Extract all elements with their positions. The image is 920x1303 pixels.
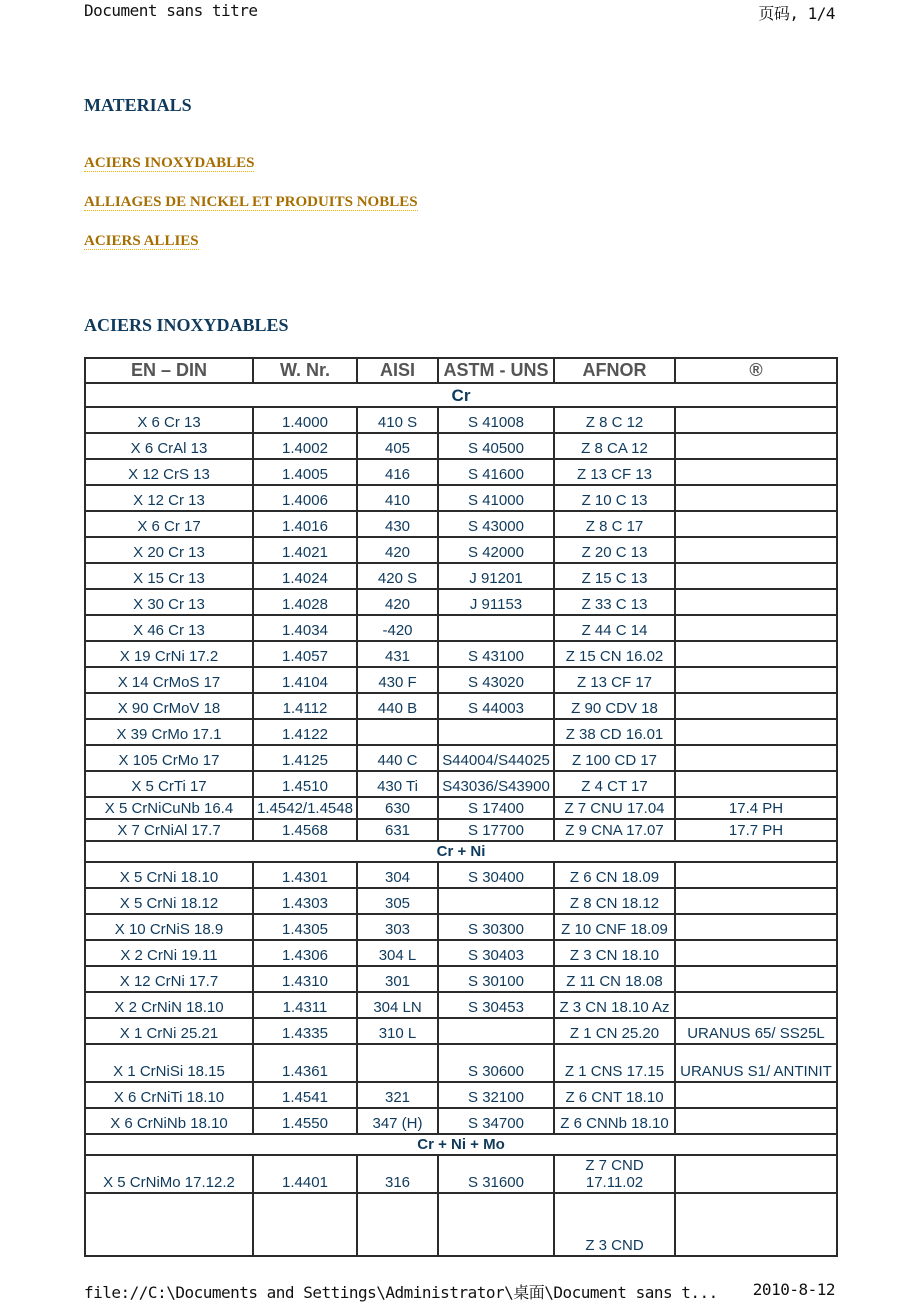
- group-header: Cr: [85, 383, 837, 407]
- cell-aisi: 410 S: [357, 407, 438, 433]
- cell-trade-name: [675, 1155, 837, 1193]
- cell-afnor: Z 11 CN 18.08: [554, 966, 675, 992]
- cell-w-nr: 1.4305: [253, 914, 357, 940]
- cell-aisi: 431: [357, 641, 438, 667]
- table-row: [85, 563, 837, 589]
- cell-en-din: [85, 1193, 253, 1256]
- group-header: Cr + Ni + Mo: [85, 1134, 837, 1155]
- cell-astm-uns: S 41600: [438, 459, 554, 485]
- cell-aisi: 430 F: [357, 667, 438, 693]
- cell-afnor: Z 13 CF 13: [554, 459, 675, 485]
- cell-aisi: 420: [357, 589, 438, 615]
- cell-w-nr: 1.4000: [253, 407, 357, 433]
- cell-trade-name: [675, 485, 837, 511]
- cell-afnor: Z 3 CN 18.10 Az: [554, 992, 675, 1018]
- cell-astm-uns: [438, 1018, 554, 1044]
- table-row: [85, 1193, 837, 1256]
- cell-trade-name: [675, 914, 837, 940]
- cell-afnor: Z 7 CNU 17.04: [554, 797, 675, 819]
- table-row: [85, 511, 837, 537]
- cell-en-din: X 14 CrMoS 17: [85, 667, 253, 693]
- cell-trade-name: [675, 1193, 837, 1256]
- cell-w-nr: 1.4361: [253, 1044, 357, 1082]
- cell-astm-uns: [438, 615, 554, 641]
- cell-afnor: Z 10 C 13: [554, 485, 675, 511]
- cell-trade-name: [675, 433, 837, 459]
- print-footer-path: file://C:\Documents and Settings\Administrator\桌面\Document sans t...: [84, 1283, 718, 1302]
- cell-afnor: Z 8 CN 18.12: [554, 888, 675, 914]
- cell-aisi: 420 S: [357, 563, 438, 589]
- cell-afnor: Z 3 CN 18.10: [554, 940, 675, 966]
- cell-trade-name: [675, 641, 837, 667]
- table-row: [85, 407, 837, 433]
- cell-en-din: X 12 Cr 13: [85, 485, 253, 511]
- cell-afnor: Z 10 CNF 18.09: [554, 914, 675, 940]
- toc-link-aciers-inoxydables[interactable]: ACIERS INOXYDABLES: [84, 155, 255, 171]
- cell-trade-name: [675, 1108, 837, 1134]
- cell-aisi: 410: [357, 485, 438, 511]
- group-header-row: [85, 1134, 837, 1155]
- cell-en-din: X 5 CrNi 18.12: [85, 888, 253, 914]
- table-row: [85, 485, 837, 511]
- cell-en-din: X 1 CrNiSi 18.15: [85, 1044, 253, 1082]
- cell-astm-uns: S 40500: [438, 433, 554, 459]
- cell-en-din: X 12 CrS 13: [85, 459, 253, 485]
- table-row: [85, 1155, 837, 1193]
- table-row: [85, 459, 837, 485]
- table-row: [85, 1018, 837, 1044]
- table-row: [85, 433, 837, 459]
- cell-astm-uns: [438, 888, 554, 914]
- table-row: [85, 693, 837, 719]
- cell-en-din: X 7 CrNiAl 17.7: [85, 819, 253, 841]
- cell-en-din: X 6 Cr 17: [85, 511, 253, 537]
- cell-en-din: X 19 CrNi 17.2: [85, 641, 253, 667]
- cell-trade-name: 17.4 PH: [675, 797, 837, 819]
- materials-table-container: [84, 357, 836, 1254]
- table-row: [85, 745, 837, 771]
- cell-w-nr: 1.4125: [253, 745, 357, 771]
- cell-trade-name: [675, 667, 837, 693]
- cell-w-nr: 1.4568: [253, 819, 357, 841]
- table-header-row: [85, 358, 837, 383]
- cell-w-nr: 1.4303: [253, 888, 357, 914]
- print-header-title: Document sans titre: [84, 1, 258, 20]
- cell-en-din: X 5 CrNi 18.10: [85, 862, 253, 888]
- toc-link-alliages-de-nickel[interactable]: ALLIAGES DE NICKEL ET PRODUITS NOBLES: [84, 194, 418, 210]
- cell-aisi: 420: [357, 537, 438, 563]
- cell-w-nr: 1.4550: [253, 1108, 357, 1134]
- cell-aisi: 440 C: [357, 745, 438, 771]
- cell-en-din: X 5 CrNiCuNb 16.4: [85, 797, 253, 819]
- cell-trade-name: [675, 966, 837, 992]
- column-header-afnor: AFNOR: [554, 358, 675, 383]
- cell-afnor: Z 1 CNS 17.15: [554, 1044, 675, 1082]
- cell-w-nr: 1.4542/1.4548: [253, 797, 357, 819]
- toc-link-aciers-allies[interactable]: ACIERS ALLIES: [84, 233, 199, 249]
- cell-astm-uns: [438, 1193, 554, 1256]
- cell-trade-name: URANUS S1/ ANTINIT: [675, 1044, 837, 1082]
- cell-afnor: Z 44 C 14: [554, 615, 675, 641]
- cell-aisi: -420: [357, 615, 438, 641]
- cell-astm-uns: S43036/S43900: [438, 771, 554, 797]
- print-footer-date: 2010-8-12: [752, 1280, 835, 1299]
- cell-aisi: [357, 1044, 438, 1082]
- cell-w-nr: 1.4028: [253, 589, 357, 615]
- cell-afnor: Z 9 CNA 17.07: [554, 819, 675, 841]
- cell-aisi: 301: [357, 966, 438, 992]
- cell-aisi: [357, 1193, 438, 1256]
- table-row: [85, 1108, 837, 1134]
- cell-aisi: 347 (H): [357, 1108, 438, 1134]
- cell-afnor: Z 15 CN 16.02: [554, 641, 675, 667]
- cell-astm-uns: S 32100: [438, 1082, 554, 1108]
- cell-aisi: [357, 719, 438, 745]
- cell-w-nr: 1.4057: [253, 641, 357, 667]
- column-header-w-nr: W. Nr.: [253, 358, 357, 383]
- cell-astm-uns: [438, 719, 554, 745]
- cell-aisi: 440 B: [357, 693, 438, 719]
- cell-en-din: X 6 CrNiNb 18.10: [85, 1108, 253, 1134]
- cell-astm-uns: S 41000: [438, 485, 554, 511]
- cell-en-din: X 5 CrTi 17: [85, 771, 253, 797]
- page-title: MATERIALS: [84, 95, 192, 115]
- cell-aisi: 304 L: [357, 940, 438, 966]
- table-row: [85, 667, 837, 693]
- cell-astm-uns: S 44003: [438, 693, 554, 719]
- cell-w-nr: 1.4104: [253, 667, 357, 693]
- table-row: [85, 819, 837, 841]
- cell-w-nr: 1.4310: [253, 966, 357, 992]
- cell-afnor: Z 6 CNNb 18.10: [554, 1108, 675, 1134]
- cell-aisi: 304 LN: [357, 992, 438, 1018]
- cell-aisi: 631: [357, 819, 438, 841]
- group-header: Cr + Ni: [85, 841, 837, 862]
- cell-en-din: X 15 Cr 13: [85, 563, 253, 589]
- cell-w-nr: 1.4005: [253, 459, 357, 485]
- cell-en-din: X 2 CrNiN 18.10: [85, 992, 253, 1018]
- cell-afnor: Z 90 CDV 18: [554, 693, 675, 719]
- table-row: [85, 914, 837, 940]
- cell-afnor: Z 13 CF 17: [554, 667, 675, 693]
- cell-en-din: X 2 CrNi 19.11: [85, 940, 253, 966]
- cell-aisi: 630: [357, 797, 438, 819]
- cell-w-nr: 1.4034: [253, 615, 357, 641]
- cell-trade-name: [675, 693, 837, 719]
- cell-afnor: Z 8 CA 12: [554, 433, 675, 459]
- cell-trade-name: [675, 771, 837, 797]
- cell-w-nr: 1.4016: [253, 511, 357, 537]
- cell-afnor: Z 7 CND 17.11.02: [554, 1155, 675, 1193]
- cell-aisi: 304: [357, 862, 438, 888]
- cell-trade-name: [675, 719, 837, 745]
- table-row: [85, 940, 837, 966]
- cell-en-din: X 46 Cr 13: [85, 615, 253, 641]
- cell-aisi: 405: [357, 433, 438, 459]
- column-header-registered: ®: [675, 358, 837, 383]
- cell-w-nr: 1.4024: [253, 563, 357, 589]
- cell-en-din: X 39 CrMo 17.1: [85, 719, 253, 745]
- cell-astm-uns: S 17700: [438, 819, 554, 841]
- cell-astm-uns: S 42000: [438, 537, 554, 563]
- cell-en-din: X 12 CrNi 17.7: [85, 966, 253, 992]
- section-title: ACIERS INOXYDABLES: [84, 315, 289, 335]
- cell-w-nr: 1.4021: [253, 537, 357, 563]
- cell-astm-uns: S 30403: [438, 940, 554, 966]
- table-row: [85, 966, 837, 992]
- cell-astm-uns: S 41008: [438, 407, 554, 433]
- cell-w-nr: 1.4122: [253, 719, 357, 745]
- cell-en-din: X 20 Cr 13: [85, 537, 253, 563]
- table-row: [85, 797, 837, 819]
- cell-astm-uns: S 31600: [438, 1155, 554, 1193]
- cell-afnor: Z 20 C 13: [554, 537, 675, 563]
- cell-aisi: 316: [357, 1155, 438, 1193]
- table-row: [85, 1082, 837, 1108]
- table-row: [85, 589, 837, 615]
- materials-table: [84, 357, 838, 1257]
- table-row: [85, 537, 837, 563]
- cell-afnor: Z 6 CN 18.09: [554, 862, 675, 888]
- cell-aisi: 305: [357, 888, 438, 914]
- cell-en-din: X 30 Cr 13: [85, 589, 253, 615]
- cell-afnor: Z 8 C 17: [554, 511, 675, 537]
- cell-trade-name: [675, 511, 837, 537]
- cell-astm-uns: S 30400: [438, 862, 554, 888]
- cell-trade-name: URANUS 65/ SS25L: [675, 1018, 837, 1044]
- table-row: [85, 1044, 837, 1082]
- cell-trade-name: [675, 615, 837, 641]
- cell-astm-uns: S 43000: [438, 511, 554, 537]
- cell-w-nr: 1.4002: [253, 433, 357, 459]
- cell-afnor: Z 6 CNT 18.10: [554, 1082, 675, 1108]
- cell-en-din: X 90 CrMoV 18: [85, 693, 253, 719]
- cell-trade-name: [675, 459, 837, 485]
- cell-aisi: 430 Ti: [357, 771, 438, 797]
- cell-afnor: Z 38 CD 16.01: [554, 719, 675, 745]
- cell-w-nr: 1.4541: [253, 1082, 357, 1108]
- cell-en-din: X 5 CrNiMo 17.12.2: [85, 1155, 253, 1193]
- cell-trade-name: 17.7 PH: [675, 819, 837, 841]
- cell-w-nr: [253, 1193, 357, 1256]
- table-row: [85, 719, 837, 745]
- cell-afnor: Z 100 CD 17: [554, 745, 675, 771]
- cell-en-din: X 6 CrNiTi 18.10: [85, 1082, 253, 1108]
- cell-afnor: Z 4 CT 17: [554, 771, 675, 797]
- cell-en-din: X 10 CrNiS 18.9: [85, 914, 253, 940]
- column-header-astm-uns: ASTM - UNS: [438, 358, 554, 383]
- cell-trade-name: [675, 563, 837, 589]
- column-header-en-din: EN – DIN: [85, 358, 253, 383]
- cell-w-nr: 1.4335: [253, 1018, 357, 1044]
- cell-astm-uns: S 34700: [438, 1108, 554, 1134]
- print-header-page: 页码, 1/4: [758, 4, 835, 23]
- cell-astm-uns: S 43020: [438, 667, 554, 693]
- cell-w-nr: 1.4401: [253, 1155, 357, 1193]
- cell-trade-name: [675, 407, 837, 433]
- cell-trade-name: [675, 862, 837, 888]
- cell-trade-name: [675, 537, 837, 563]
- cell-trade-name: [675, 992, 837, 1018]
- column-header-aisi: AISI: [357, 358, 438, 383]
- cell-trade-name: [675, 589, 837, 615]
- cell-en-din: X 6 CrAl 13: [85, 433, 253, 459]
- cell-afnor: Z 8 C 12: [554, 407, 675, 433]
- cell-trade-name: [675, 1082, 837, 1108]
- cell-astm-uns: S 30300: [438, 914, 554, 940]
- group-header-row: [85, 841, 837, 862]
- cell-astm-uns: S 30600: [438, 1044, 554, 1082]
- cell-afnor: Z 3 CND: [554, 1193, 675, 1256]
- cell-astm-uns: J 91201: [438, 563, 554, 589]
- cell-aisi: 321: [357, 1082, 438, 1108]
- group-header-row: [85, 383, 837, 407]
- cell-aisi: 416: [357, 459, 438, 485]
- cell-trade-name: [675, 888, 837, 914]
- cell-w-nr: 1.4306: [253, 940, 357, 966]
- cell-astm-uns: S44004/S44025: [438, 745, 554, 771]
- cell-en-din: X 105 CrMo 17: [85, 745, 253, 771]
- cell-afnor: Z 1 CN 25.20: [554, 1018, 675, 1044]
- table-row: [85, 888, 837, 914]
- cell-astm-uns: J 91153: [438, 589, 554, 615]
- cell-astm-uns: S 43100: [438, 641, 554, 667]
- cell-trade-name: [675, 745, 837, 771]
- cell-w-nr: 1.4301: [253, 862, 357, 888]
- table-row: [85, 992, 837, 1018]
- cell-astm-uns: S 30100: [438, 966, 554, 992]
- cell-en-din: X 6 Cr 13: [85, 407, 253, 433]
- cell-astm-uns: S 30453: [438, 992, 554, 1018]
- cell-w-nr: 1.4112: [253, 693, 357, 719]
- cell-astm-uns: S 17400: [438, 797, 554, 819]
- table-row: [85, 641, 837, 667]
- cell-afnor: Z 15 C 13: [554, 563, 675, 589]
- cell-aisi: 430: [357, 511, 438, 537]
- table-row: [85, 615, 837, 641]
- table-row: [85, 862, 837, 888]
- cell-aisi: 303: [357, 914, 438, 940]
- cell-afnor: Z 33 C 13: [554, 589, 675, 615]
- cell-w-nr: 1.4311: [253, 992, 357, 1018]
- cell-aisi: 310 L: [357, 1018, 438, 1044]
- table-row: [85, 771, 837, 797]
- cell-trade-name: [675, 940, 837, 966]
- cell-en-din: X 1 CrNi 25.21: [85, 1018, 253, 1044]
- cell-w-nr: 1.4006: [253, 485, 357, 511]
- cell-w-nr: 1.4510: [253, 771, 357, 797]
